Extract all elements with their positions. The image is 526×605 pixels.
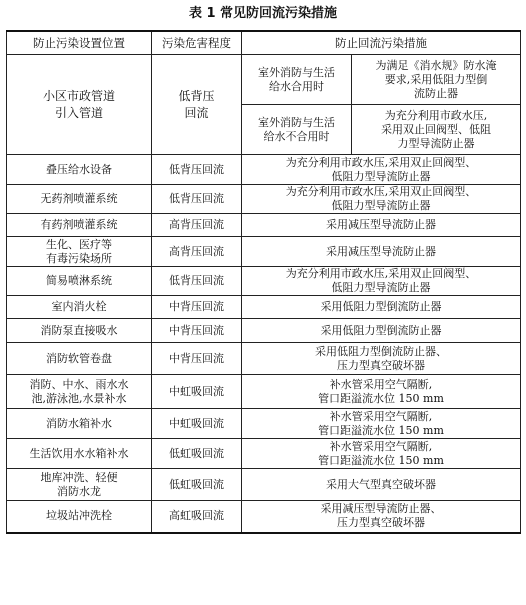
table-row bbox=[7, 185, 521, 214]
cell-text: 低背压回流 bbox=[169, 162, 224, 176]
cell-location bbox=[7, 155, 152, 185]
table-row bbox=[7, 267, 521, 296]
cell-text: 采用低阻力型倒流防止器 bbox=[320, 323, 442, 337]
cell-location bbox=[7, 343, 152, 375]
cell-level bbox=[152, 319, 242, 343]
cell-text: 有药剂喷灌系统 bbox=[40, 218, 118, 231]
header-level: 污染危害程度 bbox=[152, 31, 242, 55]
cell-location bbox=[7, 214, 152, 237]
cell-location bbox=[7, 296, 152, 319]
backflow-measures-table bbox=[6, 30, 521, 534]
cell-location bbox=[7, 267, 152, 296]
table-row bbox=[7, 469, 521, 501]
cell-location bbox=[7, 501, 152, 533]
cell-location bbox=[7, 319, 152, 343]
sub-measure bbox=[352, 55, 521, 105]
cell-level bbox=[152, 375, 242, 409]
cell-text: 低虹吸回流 bbox=[169, 477, 224, 491]
cell-text: 低背压回流 bbox=[169, 274, 224, 287]
cell-text: 中虹吸回流 bbox=[169, 384, 224, 398]
cell-level bbox=[152, 185, 242, 214]
table-row bbox=[7, 214, 521, 237]
cell-level bbox=[152, 469, 242, 501]
sub-condition bbox=[242, 105, 352, 155]
cell-text: 消防、中水、雨水水 池,游泳池,水景补水 bbox=[29, 377, 129, 405]
cell-measure bbox=[242, 155, 521, 185]
table-row bbox=[7, 319, 521, 343]
sub-measure bbox=[352, 105, 521, 155]
cell-text: 低背压回流 bbox=[169, 192, 224, 205]
header-location: 防止污染设置位置 bbox=[7, 31, 152, 55]
row-location bbox=[7, 55, 152, 155]
cell-measure bbox=[242, 267, 521, 296]
cell-text: 消防泵直接吸水 bbox=[40, 323, 118, 337]
table-row bbox=[7, 439, 521, 469]
cell-text: 低背压 回流 bbox=[178, 88, 215, 120]
cell-text: 采用减压型导流防止器 bbox=[326, 218, 436, 231]
cell-text: 采用减压型导流防止器 bbox=[326, 244, 436, 258]
cell-measure bbox=[242, 439, 521, 469]
cell-text: 简易喷淋系统 bbox=[46, 274, 112, 287]
cell-level bbox=[152, 501, 242, 533]
cell-text: 生化、医疗等 有毒污染场所 bbox=[46, 237, 112, 265]
cell-text: 消防水箱补水 bbox=[46, 416, 112, 430]
cell-level bbox=[152, 343, 242, 375]
cell-text: 无药剂喷灌系统 bbox=[40, 192, 118, 205]
cell-level bbox=[152, 296, 242, 319]
cell-text: 为满足《消水规》防水淹 要求,采用低阻力型倒 流防止器 bbox=[375, 58, 497, 100]
cell-level bbox=[152, 237, 242, 267]
cell-location bbox=[7, 439, 152, 469]
row-level bbox=[152, 55, 242, 155]
cell-text: 中虹吸回流 bbox=[169, 416, 224, 430]
cell-measure bbox=[242, 375, 521, 409]
cell-text: 中背压回流 bbox=[169, 351, 224, 365]
cell-level bbox=[152, 439, 242, 469]
cell-text: 叠压给水设备 bbox=[46, 162, 112, 176]
cell-text: 补水管采用空气隔断, 管口距溢流水位 150 mm bbox=[318, 409, 444, 437]
table-row bbox=[7, 237, 521, 267]
cell-text: 垃圾站冲洗栓 bbox=[46, 509, 112, 523]
cell-measure bbox=[242, 185, 521, 214]
cell-text: 高虹吸回流 bbox=[169, 509, 224, 523]
table-row bbox=[7, 155, 521, 185]
cell-location bbox=[7, 185, 152, 214]
cell-measure bbox=[242, 296, 521, 319]
cell-text: 生活饮用水水箱补水 bbox=[29, 446, 129, 460]
table-row bbox=[7, 375, 521, 409]
cell-location bbox=[7, 409, 152, 439]
cell-text: 为充分利用市政水压, 采用双止回阀型、低阻 力型导流防止器 bbox=[381, 108, 491, 150]
cell-text: 补水管采用空气隔断, 管口距溢流水位 150 mm bbox=[318, 377, 444, 405]
cell-text: 为充分利用市政水压,采用双止回阀型、 低阻力型导流防止器 bbox=[285, 155, 477, 183]
cell-text: 小区市政管道 引入管道 bbox=[42, 88, 115, 120]
table-row bbox=[7, 409, 521, 439]
cell-text: 为充分利用市政水压,采用双止回阀型、 低阻力型导流防止器 bbox=[285, 267, 477, 294]
cell-text: 采用大气型真空破坏器 bbox=[326, 477, 436, 491]
cell-text: 低虹吸回流 bbox=[169, 446, 224, 460]
cell-text: 采用低阻力型倒流防止器、 压力型真空破坏器 bbox=[315, 344, 447, 372]
cell-text: 地库冲洗、轻便 消防水龙 bbox=[40, 470, 118, 498]
cell-measure bbox=[242, 501, 521, 533]
sub-condition bbox=[242, 55, 352, 105]
cell-text: 室内消火栓 bbox=[51, 300, 107, 313]
cell-text: 中背压回流 bbox=[169, 300, 224, 313]
cell-measure bbox=[242, 237, 521, 267]
cell-text: 高背压回流 bbox=[169, 244, 224, 258]
cell-text: 室外消防与生活 给水合用时 bbox=[258, 65, 335, 93]
table-row bbox=[7, 343, 521, 375]
cell-location bbox=[7, 237, 152, 267]
cell-level bbox=[152, 214, 242, 237]
cell-level bbox=[152, 267, 242, 296]
cell-measure bbox=[242, 319, 521, 343]
cell-text: 为充分利用市政水压,采用双止回阀型、 低阻力型导流防止器 bbox=[285, 185, 477, 212]
cell-text: 中背压回流 bbox=[169, 323, 224, 337]
cell-measure bbox=[242, 469, 521, 501]
cell-text: 补水管采用空气隔断, 管口距溢流水位 150 mm bbox=[318, 439, 444, 467]
cell-measure bbox=[242, 409, 521, 439]
cell-text: 高背压回流 bbox=[169, 218, 224, 231]
cell-measure bbox=[242, 343, 521, 375]
cell-measure bbox=[242, 214, 521, 237]
header-measure: 防止回流污染措施 bbox=[242, 31, 521, 55]
cell-location bbox=[7, 375, 152, 409]
cell-text: 采用低阻力型倒流防止器 bbox=[320, 300, 442, 313]
cell-text: 采用减压型导流防止器、 压力型真空破坏器 bbox=[320, 502, 442, 530]
cell-text: 室外消防与生活 给水不合用时 bbox=[258, 115, 335, 143]
cell-text: 消防软管卷盘 bbox=[46, 351, 112, 365]
cell-location bbox=[7, 469, 152, 501]
cell-level bbox=[152, 409, 242, 439]
cell-level bbox=[152, 155, 242, 185]
table-row bbox=[7, 296, 521, 319]
table-row bbox=[7, 501, 521, 533]
table-title: 表 1 常见防回流污染措施 bbox=[188, 6, 338, 21]
